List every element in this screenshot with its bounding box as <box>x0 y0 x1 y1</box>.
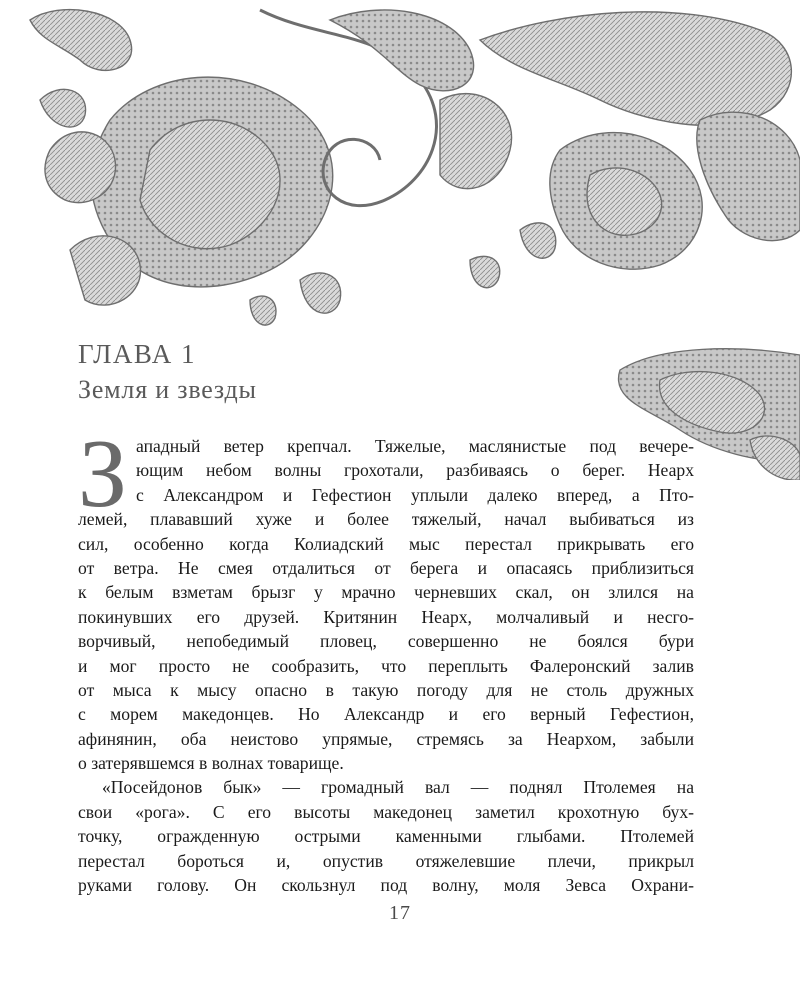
text-line: ворчивый, непобедимый пловец, совершенно не боялся бури <box>78 631 694 652</box>
body-text <box>78 420 694 897</box>
paisley-ornament-top <box>0 0 800 340</box>
text-line: сил, особенно когда Колиадский мыс перестал прикрывать его <box>78 533 694 554</box>
text-line: о затерявшемся в волнах товарище. <box>78 753 344 774</box>
drop-cap: З <box>78 420 128 528</box>
text-line: точку, огражденную острыми каменными глыбами. Птолемей <box>78 826 694 847</box>
chapter-heading: ГЛАВА 1 <box>78 339 196 369</box>
text-line: с морем македонцев. Но Александр и его верный Гефестион, <box>78 704 694 725</box>
chapter-title: Земля и звезды <box>78 375 257 404</box>
text-line: от мыса к мысу опасно в такую погоду для не столь дружных <box>78 679 694 700</box>
text-line: ющим небом волны грохотали, разбиваясь о берег. Неарх <box>136 460 694 481</box>
text-line: и мог просто не сообразить, что переплыть Фалеронский залив <box>78 655 694 676</box>
text-line: перестал бороться и, опустив отяжелевшие плечи, прикрыл <box>78 850 694 871</box>
text-line: руками голову. Он скользнул под волну, моля Зевса Охрани- <box>78 875 694 896</box>
text-line: лемей, плававший хуже и более тяжелый, начал выбиваться из <box>78 509 694 530</box>
text-line: афинянин, оба неистово упрямые, стремясь за Неархом, забыли <box>78 728 694 749</box>
page-number: 17 <box>389 902 411 924</box>
text-line: ападный ветер крепчал. Тяжелые, маслянистые под вечере- <box>136 436 694 456</box>
text-line: свои «рога». С его высоты македонец заметил крохотную бух- <box>78 801 694 822</box>
text-line: к белым взметам брызг у мрачно черневших скал, он злился на <box>78 582 694 603</box>
text-line: от ветра. Не смея отдалиться от берега и опасаясь приблизиться <box>78 557 694 578</box>
text-line: покинувших его друзей. Критянин Неарх, молчаливый и несго- <box>78 606 694 627</box>
text-line: «Посейдонов бык» — громадный вал — поднял Птолемея на <box>102 777 694 798</box>
text-line: с Александром и Гефестион уплыли далеко вперед, а Пто- <box>136 484 694 505</box>
